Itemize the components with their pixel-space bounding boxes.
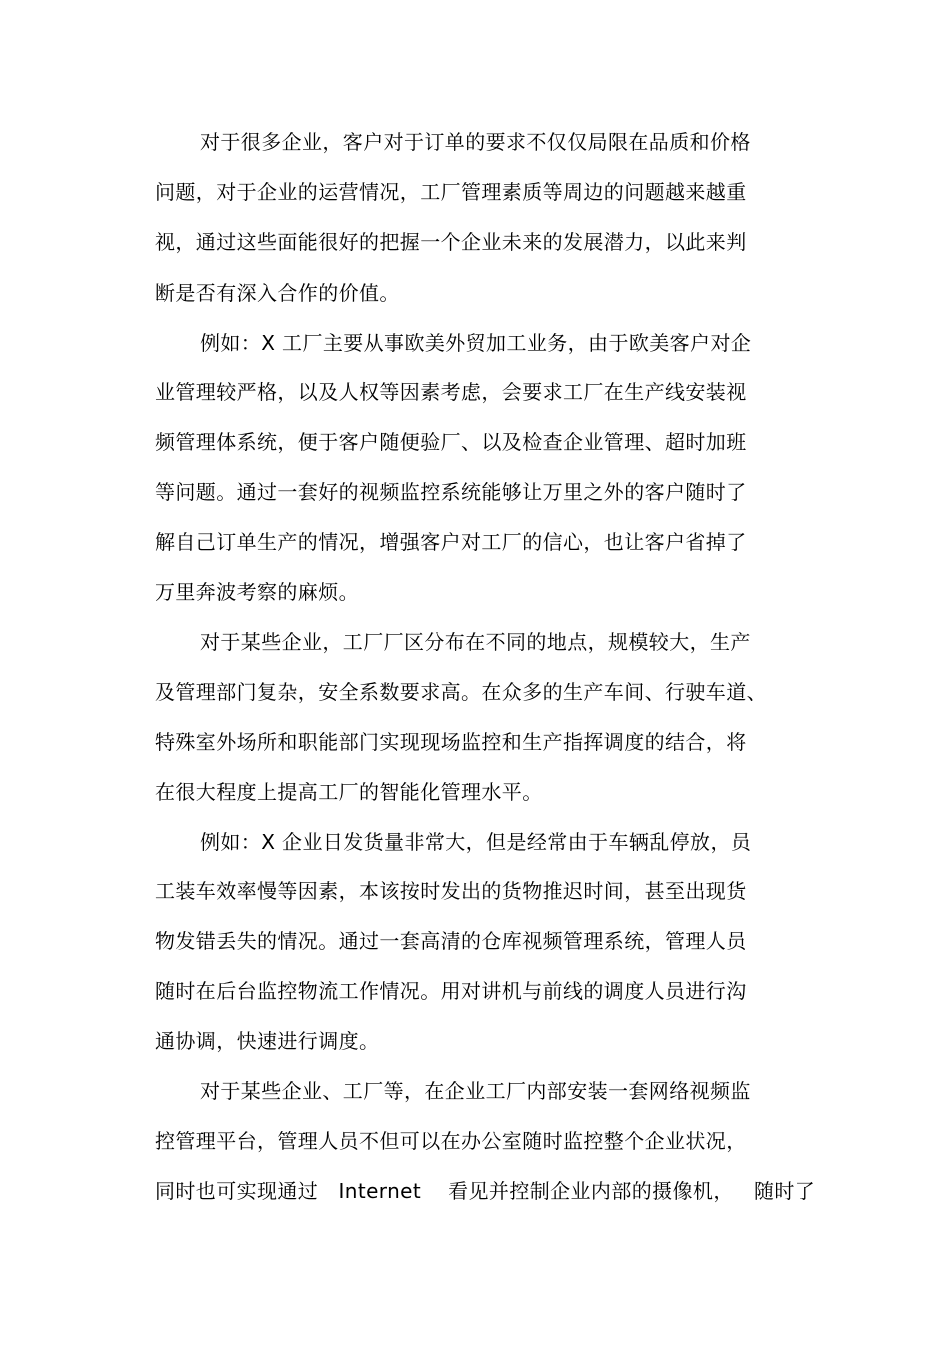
text-line: 及管理部门复杂，安全系数要求高。在众多的生产车间、行驶车道、 bbox=[155, 680, 767, 704]
text-line: 对于某些企业、工厂等，在企业工厂内部安装一套网络视频监 bbox=[200, 1079, 751, 1103]
text-line: 控管理平台，管理人员不但可以在办公室随时监控整个企业状况， bbox=[155, 1129, 747, 1153]
text-line: 频管理体系统，便于客户随便验厂、以及检查企业管理、超时加班 bbox=[155, 430, 747, 454]
text-line: 解自己订单生产的情况，增强客户对工厂的信心，也让客户省掉了 bbox=[155, 530, 747, 554]
text-line: 对于很多企业，客户对于订单的要求不仅仅局限在品质和价格 bbox=[200, 130, 751, 154]
text-line: 等问题。通过一套好的视频监控系统能够让万里之外的客户随时了 bbox=[155, 480, 747, 504]
text-line: 随时在后台监控物流工作情况。用对讲机与前线的调度人员进行沟 bbox=[155, 979, 747, 1003]
text-line: 视，通过这些面能很好的把握一个企业未来的发展潜力，以此来判 bbox=[155, 230, 747, 254]
text-line: 业管理较严格，以及人权等因素考虑，会要求工厂在生产线安装视 bbox=[155, 380, 747, 404]
text-line: 工装车效率慢等因素，本该按时发出的货物推迟时间，甚至出现货 bbox=[155, 879, 747, 903]
text-line: 断是否有深入合作的价值。 bbox=[155, 281, 400, 305]
text-line: 在很大程度上提高工厂的智能化管理水平。 bbox=[155, 780, 543, 804]
text-line: 物发错丢失的情况。通过一套高清的仓库视频管理系统，管理人员 bbox=[155, 929, 747, 953]
text-line: 通协调，快速进行调度。 bbox=[155, 1029, 380, 1053]
text-line: 同时也可实现通过 Internet 看见并控制企业内部的摄像机， 随时了 bbox=[155, 1179, 816, 1203]
text-line: 例如：X 企业日发货量非常大，但是经常由于车辆乱停放，员 bbox=[200, 830, 752, 854]
text-line: 特殊室外场所和职能部门实现现场监控和生产指挥调度的结合，将 bbox=[155, 730, 747, 754]
text-line: 对于某些企业，工厂厂区分布在不同的地点，规模较大，生产 bbox=[200, 630, 751, 654]
text-line: 万里奔波考察的麻烦。 bbox=[155, 580, 359, 604]
text-line: 问题，对于企业的运营情况，工厂管理素质等周边的问题越来越重 bbox=[155, 180, 747, 204]
text-line: 例如：X 工厂主要从事欧美外贸加工业务，由于欧美客户对企 bbox=[200, 331, 752, 355]
